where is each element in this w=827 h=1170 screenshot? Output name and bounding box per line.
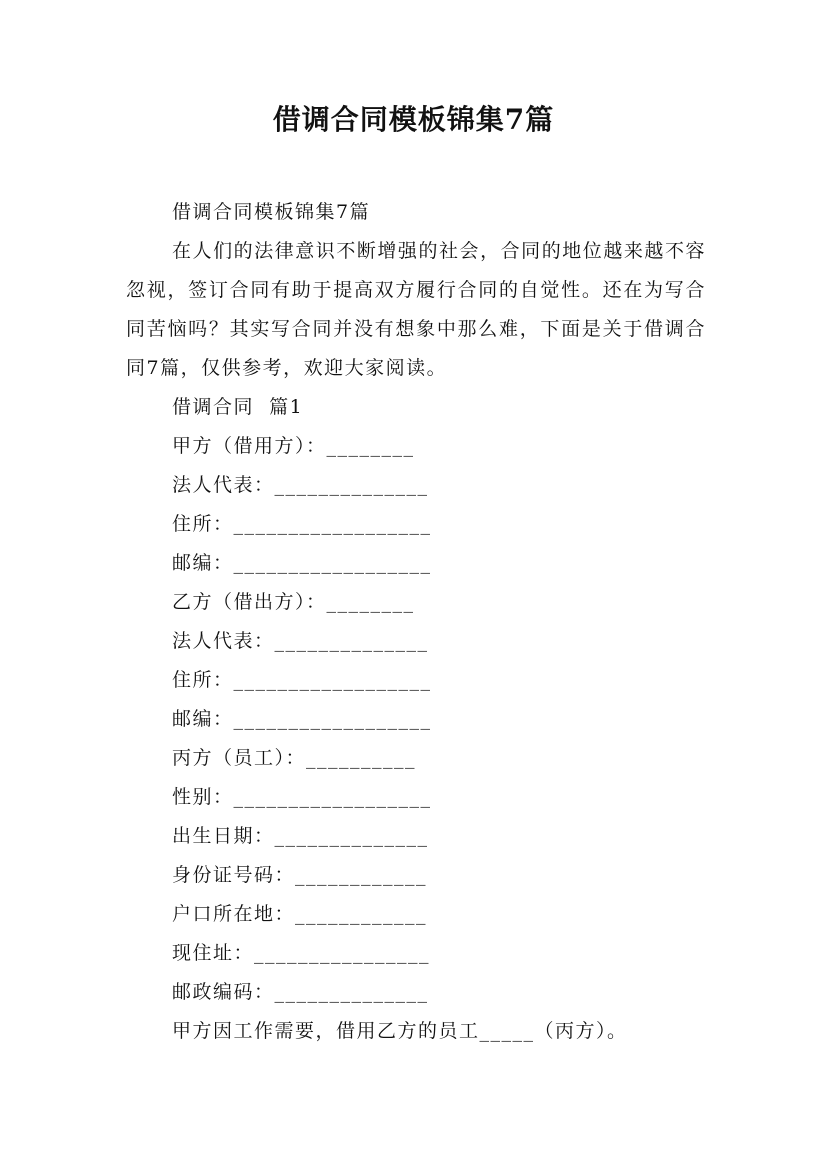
field-party-a-postcode: 邮编：__________________ [172,552,432,574]
subtitle-line: 借调合同模板锦集7篇 [172,201,371,223]
field-party-b-legal-rep: 法人代表：______________ [172,630,429,652]
field-id-number: 身份证号码：____________ [172,864,428,886]
field-party-b-postcode: 邮编：__________________ [172,708,432,730]
field-party-a-legal-rep: 法人代表：______________ [172,474,429,496]
field-party-a-address: 住所：__________________ [172,513,432,535]
field-household-registration: 户口所在地：____________ [172,903,428,925]
field-gender: 性别：__________________ [172,786,432,808]
document-title: 借调合同模板锦集7篇 [272,103,555,136]
field-party-a: 甲方（借用方）：________ [172,435,415,457]
field-party-c: 丙方（员工）：__________ [172,747,417,769]
intro-paragraph: 在人们的法律意识不断增强的社会，合同的地位越来越不容忽视，签订合同有助于提高双方履行合同的自觉性。还在为写合同苦恼吗？其实写合同并没有想象中那么难，下面是关于借调合同7篇，仅供参考，欢迎大家阅读。 [126,240,706,379]
document-body [126,193,706,1051]
field-party-b: 乙方（借出方）：________ [172,591,415,613]
field-party-b-address: 住所：__________________ [172,669,432,691]
section-heading: 借调合同 篇1 [172,396,304,418]
field-birth-date: 出生日期：______________ [172,825,429,847]
field-postal-code: 邮政编码：______________ [172,981,429,1003]
closing-line: 甲方因工作需要，借用乙方的员工_____（丙方）。 [172,1020,628,1042]
field-current-address: 现住址：________________ [172,942,431,964]
